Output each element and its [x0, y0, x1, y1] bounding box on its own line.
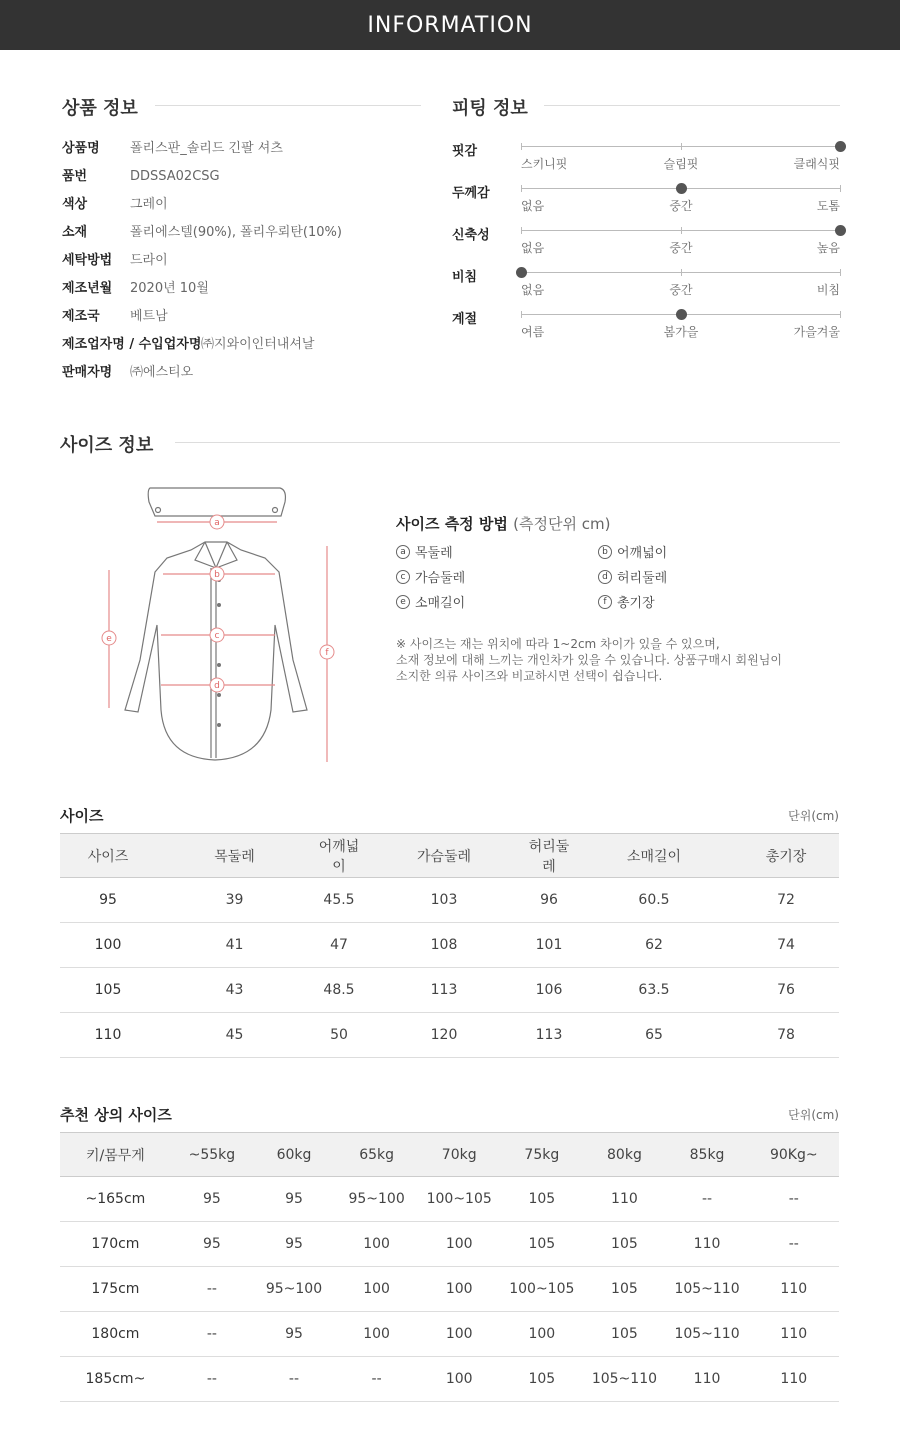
fitting-scale-option: 여름: [521, 325, 545, 339]
table-cell: 101: [523, 923, 575, 968]
table-cell: 105: [500, 1222, 583, 1267]
reco-table-header: [60, 1133, 839, 1177]
fitting-scale-dot: [516, 267, 527, 278]
table-header-cell: 허리둘레: [523, 834, 575, 878]
table-cell: 76: [733, 968, 839, 1013]
fitting-scale-option: 없음: [521, 199, 545, 213]
table-cell: 100: [418, 1312, 500, 1357]
product-info-label: 품번: [62, 169, 88, 184]
table-row: [60, 1013, 839, 1058]
product-info-label: 상품명: [62, 141, 100, 156]
fitting-scale-option: 없음: [521, 283, 545, 297]
fitting-scale-tick: [521, 227, 522, 234]
fitting-scale-tick: [681, 269, 682, 276]
table-cell: 105: [583, 1222, 665, 1267]
fitting-scale-dot: [835, 225, 846, 236]
table-cell: 100~105: [500, 1267, 583, 1312]
table-cell: 47: [313, 923, 365, 968]
table-cell: 100: [418, 1222, 500, 1267]
table-row: [60, 878, 839, 923]
fitting-scale-tick: [521, 311, 522, 318]
table-row: [60, 1222, 839, 1267]
measure-item: [396, 592, 465, 611]
fitting-scale-option: 봄가을: [663, 325, 699, 339]
table-header-cell: 어깨넓이: [313, 834, 365, 878]
fitting-scale-dot: [835, 141, 846, 152]
fitting-scale-option: 없음: [521, 241, 545, 255]
measure-label: 허리둘레: [617, 571, 668, 586]
table-cell: 108: [365, 923, 523, 968]
measure-unit-text: (측정단위 cm): [513, 515, 611, 533]
note-line: 소재 정보에 대해 느끼는 개인차가 있을 수 있습니다. 상품구매시 회원님이: [396, 653, 782, 667]
collar-band-shape: [148, 488, 285, 516]
product-info-label: 세탁방법: [62, 253, 113, 268]
note-line: 소지한 의류 사이즈와 비교하시면 선택이 쉽습니다.: [396, 669, 663, 683]
table-header-cell: 사이즈: [60, 834, 156, 878]
table-cell: 103: [365, 878, 523, 923]
table-cell: 110: [60, 1013, 156, 1058]
table-header-cell: 총기장: [733, 834, 839, 878]
fitting-scale-tick: [840, 185, 841, 192]
fitting-scale-tick: [521, 143, 522, 150]
product-info-value: 폴리에스텔(90%), 폴리우뢰탄(10%): [130, 225, 342, 240]
fitting-scale-track: [521, 188, 840, 189]
table-cell: 74: [733, 923, 839, 968]
product-info-label: 제조국: [62, 309, 100, 324]
fitting-scale-option: 도톰: [816, 199, 840, 213]
fitting-scale-tick: [521, 185, 522, 192]
table-cell: --: [253, 1357, 335, 1402]
fitting-scale-option: 중간: [669, 199, 693, 213]
table-cell: 105~110: [583, 1357, 665, 1402]
product-info-value: 폴리스판_솔리드 긴팔 셔츠: [130, 141, 283, 156]
fitting-scale-option: 중간: [669, 283, 693, 297]
product-info-label: 판매자명: [62, 365, 113, 380]
table-header-cell: 키/몸무게: [60, 1133, 171, 1177]
measure-marker-icon: e: [396, 595, 410, 609]
measure-marker-icon: c: [396, 570, 410, 584]
product-info-value: ㈜지와이인터내셔날: [201, 337, 315, 352]
table-cell: 110: [749, 1312, 839, 1357]
table-cell: --: [335, 1357, 418, 1402]
table-cell: 95: [171, 1177, 253, 1222]
table-cell: 43: [156, 968, 313, 1013]
measure-marker-icon: b: [598, 545, 612, 559]
header-bar: [0, 0, 900, 50]
fitting-scale-track: [521, 146, 840, 147]
product-info-label: 소재: [62, 225, 88, 240]
table-cell: 95: [253, 1312, 335, 1357]
table-cell: --: [171, 1267, 253, 1312]
fitting-label: 핏감: [452, 144, 478, 159]
table-row: [60, 1267, 839, 1312]
product-info-value: 2020년 10월: [130, 281, 209, 296]
measure-marker-icon: f: [598, 595, 612, 609]
table-cell: 62: [575, 923, 733, 968]
fitting-scale-option: 높음: [816, 241, 840, 255]
product-info-row: [62, 167, 220, 187]
fitting-info-title: 피팅 정보: [452, 98, 528, 119]
table-cell: 95: [60, 878, 156, 923]
product-info-row: [62, 279, 209, 299]
fitting-label: 비침: [452, 270, 478, 285]
table-header-cell: 75kg: [500, 1133, 583, 1177]
table-header-cell: 60kg: [253, 1133, 335, 1177]
size-table-header: [60, 834, 839, 878]
marker-c-label: c: [214, 631, 220, 641]
table-header-cell: 70kg: [418, 1133, 500, 1177]
table-cell: 78: [733, 1013, 839, 1058]
table-cell: 72: [733, 878, 839, 923]
measure-label: 어깨넓이: [617, 546, 668, 561]
table-cell: 100: [60, 923, 156, 968]
reco-table-unit: 단위(cm): [788, 1108, 839, 1122]
measure-label: 총기장: [617, 596, 655, 611]
table-cell: 45: [156, 1013, 313, 1058]
divider: [544, 105, 840, 106]
marker-f-label: f: [325, 648, 329, 658]
table-cell: 39: [156, 878, 313, 923]
measure-marker-icon: d: [598, 570, 612, 584]
table-cell: 95: [253, 1222, 335, 1267]
marker-b-label: b: [214, 570, 220, 580]
table-cell: 100: [335, 1312, 418, 1357]
table-header-cell: 65kg: [335, 1133, 418, 1177]
product-info-label: 색상: [62, 197, 88, 212]
table-cell: 96: [523, 878, 575, 923]
marker-d-label: d: [214, 681, 220, 691]
table-cell: 110: [665, 1357, 748, 1402]
table-row: [60, 1312, 839, 1357]
size-table-unit: 단위(cm): [788, 809, 839, 823]
fitting-label: 계절: [452, 312, 478, 327]
table-cell: 100: [500, 1312, 583, 1357]
table-cell: 95: [171, 1222, 253, 1267]
table-row: [60, 1357, 839, 1402]
table-cell: 95~100: [253, 1267, 335, 1312]
table-cell: 110: [749, 1357, 839, 1402]
table-cell: 100: [335, 1222, 418, 1267]
product-info-row: [62, 195, 168, 215]
header-title: INFORMATION: [367, 12, 533, 38]
table-header-cell: ~55kg: [171, 1133, 253, 1177]
table-cell: 95~100: [335, 1177, 418, 1222]
table-row: [60, 923, 839, 968]
shirt-diagram: [95, 480, 345, 770]
table-header-cell: 목둘레: [156, 834, 313, 878]
measure-method-title: [396, 513, 610, 534]
fitting-scale-option: 가을겨울: [793, 325, 840, 339]
fitting-scale-option: 슬림핏: [663, 157, 699, 171]
fitting-scale-tick: [681, 143, 682, 150]
table-cell: 100: [418, 1267, 500, 1312]
fitting-scale-track: [521, 230, 840, 231]
measure-title-text: 사이즈 측정 방법: [396, 515, 508, 533]
table-cell: 110: [749, 1267, 839, 1312]
table-cell: 105: [583, 1312, 665, 1357]
measure-label: 소매길이: [415, 596, 466, 611]
table-cell: 180cm: [60, 1312, 171, 1357]
table-header-cell: 가슴둘레: [365, 834, 523, 878]
product-info-row: [62, 335, 315, 355]
product-info-label: 제조년월: [62, 281, 113, 296]
table-cell: --: [171, 1312, 253, 1357]
size-note: [396, 636, 782, 684]
table-cell: 170cm: [60, 1222, 171, 1267]
table-cell: 105~110: [665, 1267, 748, 1312]
table-cell: 120: [365, 1013, 523, 1058]
table-cell: 105: [500, 1177, 583, 1222]
table-row: [60, 1177, 839, 1222]
size-info-title: 사이즈 정보: [60, 435, 154, 456]
table-cell: 65: [575, 1013, 733, 1058]
measure-item: [396, 567, 465, 586]
table-cell: 113: [365, 968, 523, 1013]
size-table-title: 사이즈: [60, 807, 104, 825]
table-cell: 105: [60, 968, 156, 1013]
product-info-row: [62, 251, 168, 271]
fitting-scale-tick: [840, 311, 841, 318]
product-info-row: [62, 307, 168, 327]
fitting-scale-tick: [681, 227, 682, 234]
product-info-row: [62, 363, 194, 383]
table-cell: 110: [583, 1177, 665, 1222]
fitting-label: 두께감: [452, 186, 490, 201]
measure-item: [396, 542, 453, 561]
fitting-label: 신축성: [452, 228, 490, 243]
table-cell: 105: [583, 1267, 665, 1312]
measure-label: 목둘레: [415, 546, 453, 561]
product-info-value: DDSSA02CSG: [130, 169, 220, 184]
table-cell: ~165cm: [60, 1177, 171, 1222]
measure-item: [598, 567, 667, 586]
marker-a-label: a: [214, 518, 220, 528]
measure-item: [598, 592, 655, 611]
note-line: ※ 사이즈는 재는 위치에 따라 1~2cm 차이가 있을 수 있으며,: [396, 637, 720, 651]
product-info-value: 그레이: [130, 197, 168, 212]
table-header-cell: 85kg: [665, 1133, 748, 1177]
table-cell: 185cm~: [60, 1357, 171, 1402]
table-cell: 63.5: [575, 968, 733, 1013]
table-cell: 113: [523, 1013, 575, 1058]
table-cell: --: [749, 1177, 839, 1222]
divider: [155, 105, 421, 106]
marker-e-label: e: [106, 634, 112, 644]
table-cell: 100: [418, 1357, 500, 1402]
table-cell: 95: [253, 1177, 335, 1222]
table-cell: 50: [313, 1013, 365, 1058]
table-header-cell: 소매길이: [575, 834, 733, 878]
measure-label: 가슴둘레: [415, 571, 466, 586]
table-row: [60, 968, 839, 1013]
fitting-scale-option: 클래식핏: [793, 157, 840, 171]
reco-table-title: 추천 상의 사이즈: [60, 1106, 172, 1124]
product-info-value: ㈜에스티오: [130, 365, 194, 380]
product-info-row: [62, 139, 283, 159]
fitting-scale-option: 중간: [669, 241, 693, 255]
product-info-title: 상품 정보: [62, 98, 138, 119]
fitting-scale-dot: [676, 309, 687, 320]
table-cell: --: [665, 1177, 748, 1222]
table-cell: 100~105: [418, 1177, 500, 1222]
divider: [175, 442, 840, 443]
product-info-row: [62, 223, 342, 243]
table-cell: 100: [335, 1267, 418, 1312]
product-info-value: 드라이: [130, 253, 168, 268]
table-cell: 106: [523, 968, 575, 1013]
product-info-value: 베트남: [130, 309, 168, 324]
fitting-scale-option: 비침: [816, 283, 840, 297]
size-table: [60, 833, 839, 1058]
fitting-scale-track: [521, 314, 840, 315]
measure-item: [598, 542, 667, 561]
table-header-cell: 80kg: [583, 1133, 665, 1177]
reco-table: [60, 1132, 839, 1402]
measure-marker-icon: a: [396, 545, 410, 559]
table-cell: 48.5: [313, 968, 365, 1013]
fitting-scale-tick: [840, 269, 841, 276]
product-info-label: 제조업자명 / 수입업자명: [62, 337, 202, 352]
table-cell: --: [749, 1222, 839, 1267]
table-cell: 41: [156, 923, 313, 968]
fitting-scale-option: 스키니핏: [521, 157, 568, 171]
table-cell: 60.5: [575, 878, 733, 923]
table-header-cell: 90Kg~: [749, 1133, 839, 1177]
table-cell: 110: [665, 1222, 748, 1267]
table-cell: 105: [500, 1357, 583, 1402]
table-cell: --: [171, 1357, 253, 1402]
table-cell: 45.5: [313, 878, 365, 923]
fitting-scale-dot: [676, 183, 687, 194]
fitting-scale-track: [521, 272, 840, 273]
table-cell: 175cm: [60, 1267, 171, 1312]
table-cell: 105~110: [665, 1312, 748, 1357]
